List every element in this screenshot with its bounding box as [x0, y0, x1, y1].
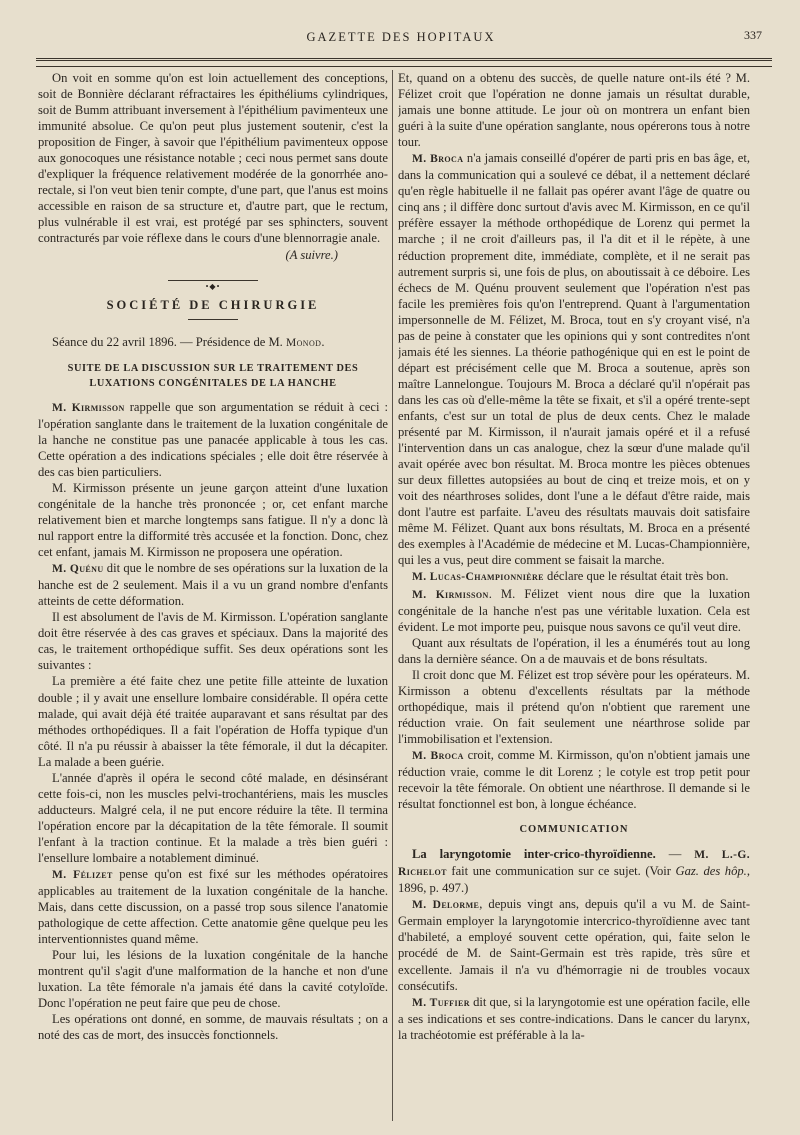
seance-line: [38, 334, 388, 351]
paragraph: [38, 866, 388, 947]
paragraph: Quant aux résultats de l'opération, il les a énumérés tout au long dans la dernière séance. On a de mauvais et de bons résultats.: [398, 635, 750, 666]
speaker-name: M. Quénu: [52, 563, 104, 576]
seance-end: .: [321, 334, 325, 349]
paragraph: Pour lui, les lésions de la luxation congénitale de la hanche montrent qu'il s'agit d'une malformation de la hanche et non d'une luxation. La tête fémorale n'a jamais été dans la cavité cotyloïde. Donc l'opération ne peut faire que peu de chose.: [38, 948, 388, 1011]
paragraph: [398, 896, 750, 993]
paragraph-text: , depuis vingt ans, depuis qu'il a vu M. de Saint-Germain employer la laryngotomie intercrico-thyroïdienne avec tant d'habileté, a employé souvent cette opération, qui, faite selon le procédé de M. de Saint-Germain est très rapide, très sûre et excellente. Jamais il n'a vu d'hémorragie ni de troubles vocaux consécutifs.: [398, 897, 750, 993]
communication-title: COMMUNICATION: [519, 824, 629, 836]
paragraph: [398, 846, 750, 896]
paragraph: M. Kirmisson présente un jeune garçon atteint d'une luxation congénitale de la hanche très prononcée ; or, cet enfant marche relativement bien et marche longtemps sans fatigue. Il n'y a donc là nul rapport entre la difformité très accusée et la fonction. Donc, chez cet enfant, jamais M. Kirmisson ne proposera une opération.: [38, 480, 388, 560]
paragraph-text: déclare que le résultat était très bon.: [543, 569, 729, 584]
paragraph: [398, 994, 750, 1043]
left-column: [38, 70, 388, 1121]
right-column: [398, 70, 750, 1121]
header-rule: [36, 66, 772, 67]
paragraph: [398, 586, 750, 635]
speaker-name: M. Broca: [412, 749, 464, 762]
reference: Gaz. des hôp.: [675, 864, 747, 879]
paragraph: [398, 568, 750, 585]
paragraph-text: croit, comme M. Kirmisson, qu'on n'obtient jamais une réduction vraie, comme le dit Lorenz ; le cotyle est trop petit pour recevoir la tête fémorale. On obtient une néarthrose. Il demande si le résultat fonctionnel est bon, à longue échéance.: [398, 747, 750, 812]
communication-subject: La laryngotomie inter-crico-thyroïdienne.: [412, 847, 656, 862]
paragraph-text: pense qu'on est fixé sur les méthodes opératoires applicables au traitement de la luxation congénitale de la hanche. Mais, dans cette discussion, on a passé trop sous silence l'anatomie pathologique de cette affection. Cette anatomie gêne quelque peu les interventionnistes quand même.: [38, 867, 388, 947]
paragraph: Et, quand on a obtenu des succès, de quelle nature ont-ils été ? M. Félizet croit que l'opération ne donne jamais un résultat durable, jamais une bonne attitude. Le jour où on montrera un enfant bien guéri à la suite d'une opération sanglante, nous opérerons tous à notre tour.: [398, 71, 750, 150]
paragraph: [398, 747, 750, 812]
speaker-name: M. Félizet: [52, 869, 113, 882]
continuation-note: (A suivre.): [285, 247, 338, 262]
paragraph-text: rappelle que son argumentation se réduit à ceci : l'opération sanglante dans le traitement de la luxation congénitale de la hanche ne constitue pas une panacée applicable à tous les cas. Cette opération a des indications spéciales ; elle doit être réservée à des cas bien particuliers.: [38, 399, 388, 479]
paragraph: [38, 399, 388, 480]
paragraph-text: fait une communication sur ce sujet. (Voir: [446, 864, 676, 879]
intro-paragraph: On voit en somme qu'on est loin actuellement des conceptions, soit de Bonnière déclarant réfractaires les épithéliums cylindriques, soit de Bumm attribuant inversement à l'épithélium pavimenteux une immunité absolue. Ce qu'on peut plus justement soutenir, c'est la proposition de Finger, à savoir que l'épithélium pavimenteux oppose aux gonocoques une résistance notable ; ceci nous permet sans doute d'expliquer la fréquence relativement modérée de la gonorrhée ano-rectale, si l'on veut bien tenir compte, d'une part, que l'anus est moins accessible en raison de sa structure et, d'autre part, que le rectum, plus vulnérable il est vrai, est protégé par ses sphincters, souvent contracturés par voie réflexe dans le cours d'une blennorragie anale.: [38, 71, 388, 246]
column-divider: [392, 70, 393, 1121]
page-number: 337: [744, 28, 762, 42]
title-rule: [188, 319, 238, 320]
reference-end: , 1896, p. 497.): [398, 864, 750, 896]
seance-president: Monod: [285, 336, 322, 349]
speaker-name: M. L.-G. Richelot: [398, 849, 750, 879]
dash: —: [655, 847, 695, 862]
paragraph-text: . M. Félizet vient nous dire que la luxation congénitale de la hanche n'est pas une véritable luxation. Cela est évident. Le mot importe peu, puisque nous savons ce qu'il veut dire.: [398, 586, 750, 634]
ornament-glyph: •◆•: [202, 282, 225, 291]
paragraph: La première a été faite chez une petite fille atteinte de luxation double ; il y avait une ensellure lombaire considérable. Il opéra cette malade, qui avait déjà été traitée auparavant et sans résultat par des méthodes orthopédiques. Il a fait l'opération de Hoffa typique d'un côté. Il n'a pu réussir à abaisser la tête fémorale, il dut la décapiter. La malade a been guérie.: [38, 674, 388, 769]
page-header: [30, 28, 772, 50]
speaker-name: M. Kirmisson: [52, 401, 125, 414]
discussion-subhead: SUITE DE LA DISCUSSION SUR LE TRAITEMENT DES LUXATIONS CONGÉNITALES DE LA HANCHE: [67, 362, 359, 389]
paragraph: Les opérations ont donné, en somme, de mauvais résultats ; on a noté des cas de mort, des insuccès fonctionnels.: [38, 1012, 388, 1043]
paragraph-text: n'a jamais conseillé d'opérer de parti pris en bas âge, et, dans la communication qui a soulevé ce débat, il a nettement déclaré qu'en règle habituelle il ne fallait pas opérer avant l'âge de quatre ou cinq ans ; il diffère donc surtout d'avis avec M. Kirmisson, en ce qu'il préfère essayer la méthode orthopédique de Lorenz qui permet la marche ; il ne croit d'ailleurs pas, il l'a dit et il le répète, à une réduction proprement dite, immédiate, complète, et il ne serait pas autrement surpris si, une fois de plus, on aboutissait à ce déboire. Les échecs de M. Quénu prouvent seulement que l'opération n'est pas facile les premières fois qu'on l'entreprend. Quant à l'argumentation impersonnelle de M. Félizet, M. Broca, tout en s'y croyant visé, n'a pas de peine à constater que les opinions qui y sont contredites n'ont jamais été les siennes. La théorie pathogénique qui en est le point de départ est précisément celle que M. Broca a soutenue, après son maître Lannelongue. Toujours M. Broca a déclaré qu'il n'opérait pas dans les cas où d'elle-même la tête se fixait, et s'il a opéré trente-sept enfants, c'est sur un total de plus de deux cents. Chez le malade présenté par M. Kirmisson, il n'aurait jamais opéré et il a refusé l'intervention dans un cas analogue, chez la sœur d'une malade qu'il avait opérée avec bon résultat. M. Broca montre les pièces obtenues sur deux fillettes autopsiées au bout de cinq et treize mois, et on y voit des néarthroses solides, dont l'une a le défaut d'être raide, mais dont l'autre est parfaite. L'aveu des résultats mauvais doit satisfaire même M. Félizet. Quant aux bons résultats, M. Broca en a présenté des exemples à l'Académie de médecine et M. Lucas-Championnière, qui les a vus, peut dire comment se faisait la marche.: [398, 151, 750, 568]
header-double-rule: [36, 58, 772, 61]
speaker-name: M. Kirmisson: [412, 588, 489, 601]
seance-lead: Séance du 22 avril 1896. — Présidence de M.: [52, 334, 286, 349]
speaker-name: M. Lucas-Championnière: [412, 571, 544, 584]
paragraph: L'année d'après il opéra le second côté malade, en désinsérant cette fois-ci, non les muscles pelvi-trochantériens, mais les muscles adducteurs. Malgré cela, il ne put encore réduire la tête. Il termina l'opération encore par la décapitation de la tête fémorale. Il soumit l'enfant à la traction continue. Et la malade a très bien guéri : l'ensellure lombaire a notablement diminué.: [38, 770, 388, 865]
paragraph: Il est absolument de l'avis de M. Kirmisson. L'opération sanglante doit être réservée à des cas graves et spéciaux. Dans la majorité des cas, le traitement orthopédique suffit. Ses deux opérations sont les suivantes :: [38, 610, 388, 673]
section-title: SOCIÉTÉ DE CHIRURGIE: [106, 297, 320, 312]
section-ornament: [38, 277, 388, 291]
journal-title: GAZETTE DES HOPITAUX: [306, 30, 496, 44]
paragraph: [398, 150, 750, 568]
speaker-name: M. Tuffier: [412, 996, 470, 1009]
speaker-name: M. Broca: [412, 153, 464, 166]
paragraph-text: dit que, si la laryngotomie est une opération facile, elle a ses indications et ses contre-indications. Dans le cancer du larynx, la trachéotomie est préférable à la la-: [398, 994, 750, 1042]
speaker-name: M. Delorme: [412, 899, 480, 912]
paragraph: [38, 560, 388, 609]
paragraph: Il croit donc que M. Félizet est trop sévère pour les opérateurs. M. Kirmisson a obtenu d'excellents résultats par la méthode orthopédique, mais il prétend qu'on n'obtient que rarement une réduction vraie. On fait seulement une néarthrose solide par l'immobilisation et l'extension.: [398, 667, 750, 746]
paragraph-text: dit que le nombre de ses opérations sur la luxation de la hanche est de 2 seulement. Mais il a vu un grand nombre d'enfants atteints de cette déformation.: [38, 561, 388, 609]
